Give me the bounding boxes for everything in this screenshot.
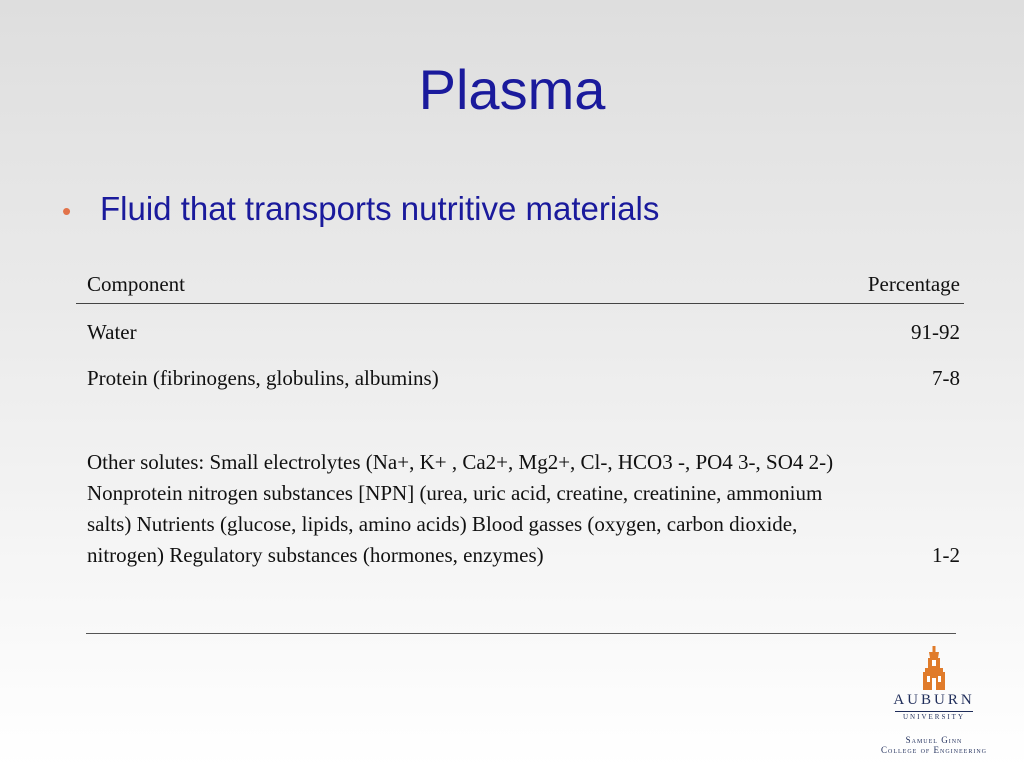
table-header-row (76, 266, 964, 304)
cell-percentage: 7-8 (932, 366, 960, 390)
slide-title: Plasma (418, 58, 606, 121)
logo-university: UNIVERSITY (903, 713, 965, 721)
bullet-icon: • (62, 196, 72, 226)
cell-component: Water (87, 320, 137, 344)
logo-college-line2: College of Engineering (881, 745, 987, 755)
footer-divider (86, 633, 956, 634)
logo-name: AUBURN (893, 692, 975, 708)
table-row (76, 394, 964, 571)
cell-component: Protein (fibrinogens, globulins, albumins) (87, 366, 439, 390)
header-component: Component (76, 266, 857, 304)
header-percentage: Percentage (857, 266, 964, 304)
tower-icon (920, 646, 948, 690)
plasma-composition-table (76, 266, 964, 571)
cell-percentage: 91-92 (911, 320, 960, 344)
table-row (76, 348, 964, 394)
bullet-item (62, 190, 659, 228)
auburn-logo (864, 646, 1004, 758)
table-row (76, 304, 964, 349)
logo-divider (895, 711, 973, 712)
cell-percentage: 1-2 (932, 543, 960, 567)
cell-component: Other solutes: Small electrolytes (Na+, K+ , Ca2+, Mg2+, Cl-, HCO3 -, PO4 3-, SO4 2-) Nonprotein nitrogen substances [NPN] (urea, uric acid, creatine, creatinine, ammonium salts) Nutrients (glucose, lipids, amino acids) Blood gasses (oxygen, carbon dioxide, nitrogen) Regulatory substances (hormones, enzymes) (87, 450, 834, 567)
logo-college-line1: Samuel Ginn (905, 735, 963, 745)
bullet-text: Fluid that transports nutritive materials (100, 190, 660, 227)
